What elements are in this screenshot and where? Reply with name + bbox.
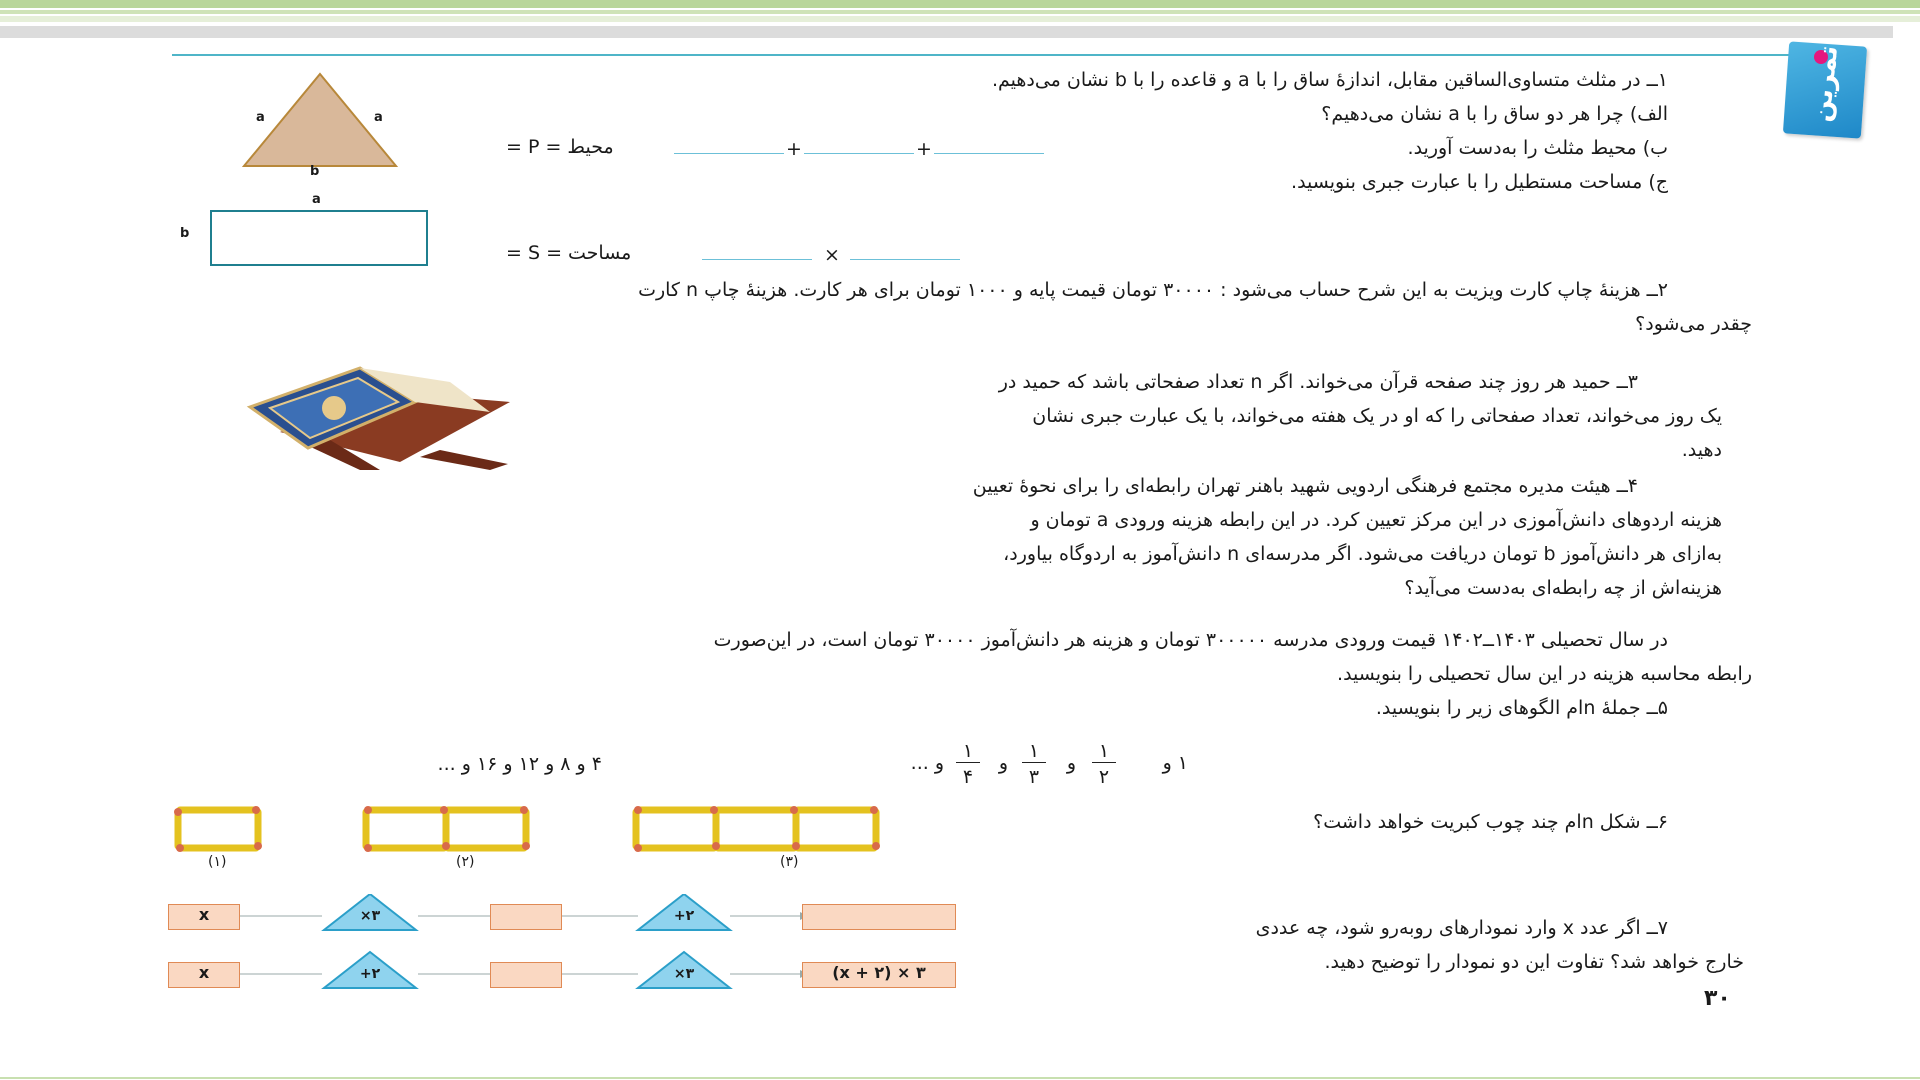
top-band bbox=[0, 10, 1920, 14]
perimeter-label: محیط = P = bbox=[506, 136, 614, 158]
triangle-right-label: a bbox=[374, 110, 383, 125]
rectangle-figure bbox=[210, 210, 428, 266]
q4-line6: رابطه محاسبه هزینه در این سال تحصیلی را بنویسید. bbox=[1337, 663, 1752, 685]
output-box bbox=[802, 904, 956, 930]
operation-label: +۲ bbox=[359, 966, 381, 982]
q3-line2: یک روز می‌خواند، تعداد صفحاتی را که او در یک هفته می‌خواند، با یک عبارت جبری نشان bbox=[1032, 405, 1722, 427]
fraction-numerator: ۱ bbox=[956, 740, 980, 763]
operation-label: ×۳ bbox=[673, 966, 695, 982]
fraction-denominator: ۴ bbox=[962, 766, 974, 788]
and-word: و bbox=[998, 752, 1008, 774]
times-sign: × bbox=[824, 244, 840, 266]
input-box bbox=[168, 904, 240, 930]
q4-line5: در سال تحصیلی ۱۴۰۳ــ۱۴۰۲ قیمت ورودی مدرسه ۳۰۰۰۰۰ تومان و هزینه هر دانش‌آموز ۳۰۰۰۰ تومان است، در این‌صورت bbox=[713, 629, 1668, 651]
header-rule bbox=[172, 54, 1792, 56]
answer-blank[interactable] bbox=[674, 152, 784, 154]
intermediate-box bbox=[490, 904, 562, 930]
output-box bbox=[802, 962, 956, 988]
q7-line2: خارج خواهد شد؟ تفاوت این دو نمودار را توضیح دهید. bbox=[1324, 951, 1744, 973]
page-number: ۳۰ bbox=[1704, 986, 1731, 1011]
q1-part-a: الف) چرا هر دو ساق را با a نشان می‌دهیم؟ bbox=[1321, 103, 1668, 125]
section-tab-label: تمرین bbox=[1806, 44, 1845, 124]
area-formula bbox=[506, 242, 631, 264]
operation-label: +۲ bbox=[673, 908, 695, 924]
pattern-start: ۱ و bbox=[1162, 752, 1188, 774]
triangle-base-label: b bbox=[310, 164, 320, 179]
q1-part-b: ب) محیط مثلث را به‌دست آورید. bbox=[1407, 137, 1668, 159]
answer-blank[interactable] bbox=[702, 258, 812, 260]
fraction-numerator: ۱ bbox=[1092, 740, 1116, 763]
matchstick-figures bbox=[168, 796, 968, 856]
rect-top-label: a bbox=[312, 192, 321, 207]
perimeter-formula bbox=[506, 136, 614, 158]
fraction-denominator: ۳ bbox=[1028, 766, 1040, 788]
and-word: و bbox=[1066, 752, 1076, 774]
area-label: مساحت = S = bbox=[506, 242, 632, 264]
q4-line3: به‌ازای هر دانش‌آموز b تومان دریافت می‌شود. اگر مدرسه‌ای n دانش‌آموز به اردوگاه بیاورد، bbox=[1003, 543, 1722, 565]
header-grey-bar bbox=[0, 26, 1893, 38]
plus-sign: + bbox=[916, 138, 932, 160]
answer-blank[interactable] bbox=[850, 258, 960, 260]
quran-on-stand-image bbox=[240, 362, 520, 472]
figure-caption: (۱) bbox=[208, 854, 227, 870]
pattern-ellipsis: و ... bbox=[910, 752, 944, 774]
q3-line1: ۳ــ حمید هر روز چند صفحه قرآن می‌خواند. اگر n تعداد صفحاتی باشد که حمید در bbox=[998, 371, 1638, 393]
rect-side-label: b bbox=[180, 226, 190, 241]
footer-rule bbox=[0, 1077, 1920, 1079]
figure-caption: (۳) bbox=[780, 854, 799, 870]
q3-line3: دهید. bbox=[1681, 439, 1722, 461]
answer-blank[interactable] bbox=[804, 152, 914, 154]
q1-part-c: ج) مساحت مستطیل را با عبارت جبری بنویسید. bbox=[1291, 171, 1668, 193]
operation-label: ×۳ bbox=[359, 908, 381, 924]
intermediate-box bbox=[490, 962, 562, 988]
isosceles-triangle bbox=[236, 70, 406, 182]
input-value: x bbox=[198, 963, 210, 982]
top-band bbox=[0, 16, 1920, 22]
pattern-multiples: ۴ و ۸ و ۱۲ و ۱۶ و ... bbox=[437, 753, 602, 775]
q2-line1: ۲ــ هزینهٔ چاپ کارت ویزیت به این شرح حساب می‌شود : ۳۰۰۰۰ تومان قیمت پایه و ۱۰۰۰ تومان برای هر کارت. هزینهٔ چاپ n کارت bbox=[638, 279, 1668, 301]
q2-line2: چقدر می‌شود؟ bbox=[1635, 313, 1752, 335]
q4-line2: هزینه اردوهای دانش‌آموزی در این مرکز تعیین کرد. در این رابطه هزینه ورودی a تومان و bbox=[1030, 509, 1722, 531]
output-value: (x + ۲) × ۳ bbox=[832, 963, 926, 982]
plus-sign: + bbox=[786, 138, 802, 160]
fraction-numerator: ۱ bbox=[1022, 740, 1046, 763]
top-band bbox=[0, 0, 1920, 8]
q5-line1: ۵ــ جملهٔ nام الگوهای زیر را بنویسید. bbox=[1375, 697, 1668, 719]
pattern-fractions bbox=[858, 740, 1188, 794]
input-value: x bbox=[198, 905, 210, 924]
q1-line1: ۱ــ در مثلث متساوی‌الساقین مقابل، اندازهٔ ساق را با a و قاعده را با b نشان می‌دهیم. bbox=[991, 69, 1668, 91]
q6-line1: ۶ــ شکل nام چند چوب کبریت خواهد داشت؟ bbox=[1313, 811, 1668, 833]
fraction-denominator: ۲ bbox=[1098, 766, 1110, 788]
answer-blank[interactable] bbox=[934, 152, 1044, 154]
triangle-left-label: a bbox=[256, 110, 265, 125]
q4-line1: ۴ــ هیئت مدیره مجتمع فرهنگی اردویی شهید باهنر تهران رابطه‌ای را برای نحوهٔ تعیین bbox=[972, 475, 1638, 497]
q7-line1: ۷ــ اگر عدد x وارد نمودارهای روبه‌رو شود، چه عددی bbox=[1255, 917, 1668, 939]
input-box bbox=[168, 962, 240, 988]
q4-line4: هزینه‌اش از چه رابطه‌ای به‌دست می‌آید؟ bbox=[1404, 577, 1722, 599]
figure-caption: (۲) bbox=[456, 854, 475, 870]
